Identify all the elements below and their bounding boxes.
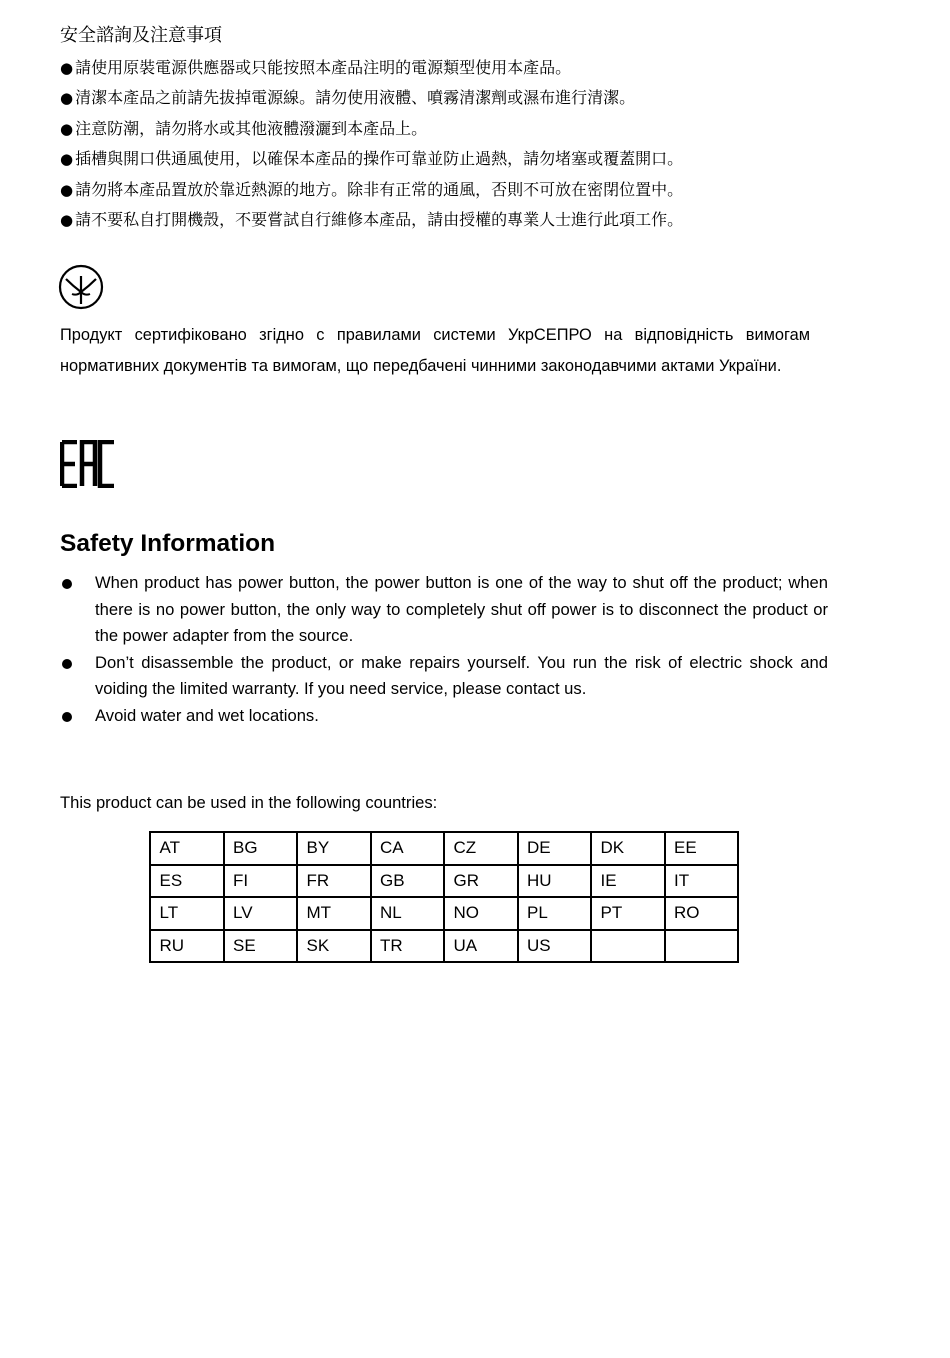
zh-item-text: 插槽與開口供通風使用，以確保本產品的操作可靠並防止過熱，請勿堵塞或覆蓋開口。: [75, 149, 684, 169]
country-cell: LT: [150, 897, 224, 930]
country-cell: IT: [665, 865, 739, 898]
list-item: [60, 115, 683, 145]
zh-item-text: 注意防潮，請勿將水或其他液體潑灑到本產品上。: [75, 118, 428, 138]
country-cell: PT: [591, 897, 665, 930]
table-row: [150, 930, 738, 963]
bullet-icon: [62, 659, 72, 669]
bullet-icon: ●: [60, 180, 74, 199]
country-cell: TR: [371, 930, 445, 963]
country-cell: MT: [297, 897, 371, 930]
ua-certification-text: Продукт сертифіковано згідно с правилами системи УкрСЕПРО на відповідність вимогам нормативних документів та вимогам, що передбачені чинними законодавчими актами України.: [60, 326, 810, 375]
zh-safety-list: [60, 54, 683, 236]
country-cell: LV: [224, 897, 298, 930]
ukrsepro-conformity-mark-icon: [58, 264, 104, 310]
safety-list: [60, 570, 828, 729]
country-cell: AT: [150, 832, 224, 865]
safety-item-text: When product has power button, the power button is one of the way to shut off the product; when there is no power button, the only way to completely shut off power is to disconnect the product or the power adapter from the source.: [95, 573, 828, 645]
eac-mark-icon: [60, 440, 116, 488]
country-cell: EE: [665, 832, 739, 865]
country-cell: NO: [444, 897, 518, 930]
zh-safety-title: 安全諮詢及注意事項: [60, 25, 222, 46]
safety-title: Safety Information: [60, 530, 276, 557]
safety-item-text: Don’t disassemble the product, or make repairs yourself. You run the risk of electric shock and voiding the limited warranty. If you need service, please contact us.: [95, 652, 828, 698]
list-item: [60, 145, 683, 175]
country-cell: IE: [591, 865, 665, 898]
zh-item-text: 請勿將本產品置放於靠近熱源的地方。除非有正常的通風，否則不可放在密閉位置中。: [75, 179, 684, 199]
country-cell: BY: [297, 832, 371, 865]
country-cell: [591, 930, 665, 963]
list-item: [60, 176, 683, 206]
table-row: [150, 865, 738, 898]
list-item: [60, 206, 683, 236]
country-cell: UA: [444, 930, 518, 963]
list-item: [60, 54, 683, 84]
country-cell: ES: [150, 865, 224, 898]
country-cell: RU: [150, 930, 224, 963]
country-cell: GR: [444, 865, 518, 898]
bullet-icon: ●: [60, 150, 74, 169]
country-cell: HU: [518, 865, 592, 898]
zh-item-text: 清潔本產品之前請先拔掉電源線。請勿使用液體、噴霧清潔劑或濕布進行清潔。: [75, 88, 636, 108]
country-cell: PL: [518, 897, 592, 930]
list-item: [60, 703, 828, 730]
country-cell: DK: [591, 832, 665, 865]
zh-item-text: 請使用原裝電源供應器或只能按照本產品注明的電源類型使用本產品。: [75, 58, 572, 77]
countries-intro: This product can be used in the following countries:: [60, 793, 438, 812]
country-cell: SE: [224, 930, 298, 963]
countries-table: [149, 831, 739, 963]
country-cell: DE: [518, 832, 592, 865]
bullet-icon: [62, 579, 72, 589]
country-cell: BG: [224, 832, 298, 865]
list-item: [60, 84, 683, 114]
country-cell: NL: [371, 897, 445, 930]
safety-item-text: Avoid water and wet locations.: [95, 705, 319, 725]
country-cell: SK: [297, 930, 371, 963]
bullet-icon: ●: [60, 89, 74, 108]
country-cell: FI: [224, 865, 298, 898]
country-cell: RO: [665, 897, 739, 930]
country-cell: GB: [371, 865, 445, 898]
bullet-icon: ●: [60, 210, 74, 229]
country-cell: CA: [371, 832, 445, 865]
country-cell: CZ: [444, 832, 518, 865]
list-item: [60, 650, 828, 703]
country-cell: FR: [297, 865, 371, 898]
country-cell: [665, 930, 739, 963]
bullet-icon: ●: [60, 119, 74, 138]
bullet-icon: [62, 712, 72, 722]
country-cell: US: [518, 930, 592, 963]
table-row: [150, 832, 738, 865]
bullet-icon: ●: [60, 59, 74, 77]
table-row: [150, 897, 738, 930]
zh-item-text: 請不要私自打開機殼，不要嘗試自行維修本產品，請由授權的專業人士進行此項工作。: [75, 209, 684, 229]
list-item: [60, 570, 828, 650]
